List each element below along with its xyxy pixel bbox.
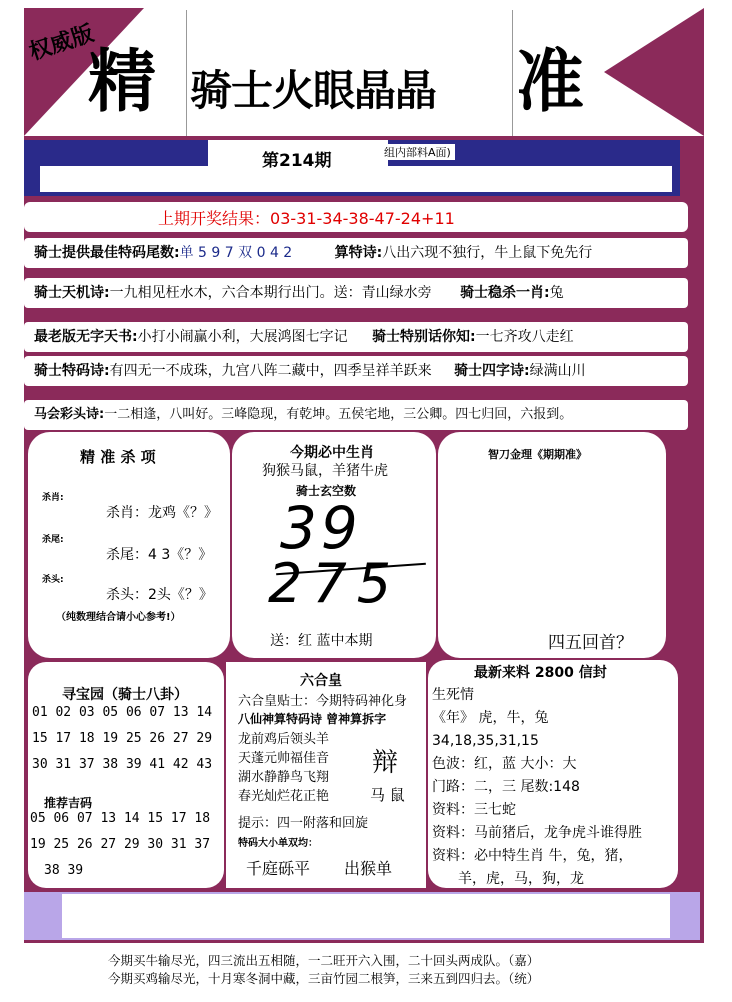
- number-cell: 30: [147, 837, 164, 852]
- line1-label2: 算特诗:: [334, 245, 383, 261]
- last-result-label: 上期开奖结果：: [158, 209, 271, 228]
- number-cell: 01: [32, 705, 48, 720]
- line1-value: 单 5 9 7 双 0 4 2: [179, 245, 293, 261]
- line2-value2: 兔: [549, 285, 564, 301]
- number-cell: 27: [172, 731, 189, 746]
- latest-line: 资料：马前猪后，龙争虎斗谁得胜: [432, 825, 642, 841]
- line4-value2: 绿满山川: [529, 363, 586, 379]
- number-cell: 07: [76, 811, 93, 826]
- number-cell: 30: [32, 757, 48, 772]
- recommend-row: [30, 858, 222, 884]
- poem-line: 天蓬元帅福佳音: [238, 751, 330, 766]
- number-cell: 31: [170, 837, 187, 852]
- number-cell: 29: [196, 731, 213, 746]
- number-cell: 15: [147, 811, 164, 826]
- wisdom-panel: [438, 432, 666, 658]
- footer-line1: 今期买牛输尽光，四三流出五相随，一二旺开六入围，二十回头两成队。（嘉）: [108, 953, 540, 968]
- number-cell: 37: [194, 837, 211, 852]
- number-cell: 25: [53, 837, 70, 852]
- number-cell: 05: [30, 811, 46, 826]
- number-cell: 26: [149, 731, 166, 746]
- header-right-triangle: [604, 8, 704, 136]
- liuhe-phrase1: 千庭砾平: [246, 859, 311, 878]
- treasure-title: 寻宝园（骑士八卦）: [62, 687, 188, 703]
- number-cell: 06: [53, 811, 70, 826]
- number-cell: 18: [194, 811, 211, 826]
- liuhe-line1: 六合皇贴士：今期特码神化身: [238, 694, 408, 709]
- title-divider-left: [186, 10, 187, 136]
- last-result-text: [158, 206, 455, 229]
- must-win-subtitle: 骑士玄空数: [296, 484, 357, 498]
- kill-tail-tag: 杀尾:: [42, 535, 64, 545]
- liuhe-hint: 提示：四一附落和回旋: [238, 816, 369, 831]
- number-cell: 13: [172, 705, 189, 720]
- number-cell: 27: [100, 837, 117, 852]
- kill-head-tag: 杀头:: [42, 575, 64, 585]
- must-win-title: 今期必中生肖: [290, 445, 374, 461]
- number-cell: 38: [44, 863, 60, 878]
- title-divider-right: [512, 10, 513, 136]
- number-cell: 29: [123, 837, 140, 852]
- line1-value2: 八出六现不独行，牛上鼠下免先行: [382, 245, 593, 261]
- number-cell: 39: [67, 863, 84, 878]
- line2-value: 一九相见枉水木，六合本期行出门。送：青山绿水旁: [109, 285, 432, 301]
- number-cell: 13: [100, 811, 117, 826]
- recommend-row: [30, 806, 222, 832]
- issue-number: 第214期: [262, 151, 332, 171]
- liuhe-horse-rat: 马 鼠: [370, 786, 405, 804]
- number-cell: 15: [32, 731, 48, 746]
- handwritten-top: 39: [280, 494, 362, 562]
- line-tail-numbers: [24, 238, 688, 268]
- line-heaven-poem: [24, 278, 688, 308]
- kill-tail-value: 杀尾：4 3《？》: [106, 547, 213, 563]
- liuhe-line2: 八仙神算特码诗 曾神算拆字: [238, 712, 387, 726]
- number-cell: 41: [149, 757, 166, 772]
- number-cell: 42: [172, 757, 189, 772]
- line3-label: 最老版无字天书:: [34, 329, 138, 345]
- treasure-row: [32, 726, 222, 752]
- wisdom-answer: 四五回首？: [548, 633, 633, 653]
- bottom-strip: [62, 894, 670, 938]
- footer-line2: 今期买鸡输尽光，十月寒冬洞中藏，三亩竹园二根笋，三来五到四归去。（统）: [108, 971, 540, 986]
- liuhe-big-char: 辩: [372, 748, 399, 778]
- line2-label2: 骑士稳杀一肖:: [460, 285, 550, 301]
- treasure-row: [32, 752, 222, 778]
- number-cell: 19: [102, 731, 119, 746]
- main-title: 骑士火眼晶晶: [190, 66, 437, 115]
- number-cell: 14: [196, 705, 213, 720]
- latest-line: 色波：红，蓝 大小：大: [432, 756, 577, 772]
- recommend-row: [30, 832, 222, 858]
- handwritten-bottom: 275: [268, 552, 402, 615]
- latest-title: 最新来料 2800 信封: [474, 665, 607, 681]
- line-heaven-book: [24, 322, 688, 352]
- latest-line: 羊，虎，马，狗，龙: [458, 871, 584, 887]
- line-special-poem: [24, 356, 688, 386]
- line3-value: 小打小闹赢小利，大展鸿图七字记: [137, 329, 348, 345]
- latest-line: 资料：三七蛇: [432, 802, 516, 818]
- latest-line: 《年》 虎，牛，兔: [432, 710, 549, 726]
- number-cell: 26: [76, 837, 93, 852]
- number-cell: 05: [102, 705, 119, 720]
- poem-line: 春光灿烂花正艳: [238, 789, 330, 804]
- number-cell: 19: [30, 837, 46, 852]
- poem-line: 龙前鸡后领头羊: [238, 732, 330, 747]
- latest-lines: [432, 684, 642, 891]
- number-cell: 25: [125, 731, 142, 746]
- title-char-left: 精: [88, 42, 157, 122]
- kill-note: （纯数理结合请小心参考!）: [56, 612, 181, 623]
- kill-zodiac-value: 杀肖：龙鸡《？》: [106, 505, 218, 521]
- line4-label2: 骑士四字诗:: [454, 363, 530, 379]
- latest-line: 门路：二，三 尾数:148: [432, 779, 580, 795]
- number-cell: 17: [170, 811, 187, 826]
- number-cell: 02: [55, 705, 72, 720]
- number-cell: 14: [123, 811, 140, 826]
- liuhe-size-label: 特码大小单双均：: [238, 838, 318, 849]
- number-cell: 43: [196, 757, 213, 772]
- line2-label: 骑士天机诗:: [34, 285, 110, 301]
- kill-head-value: 杀头：2头《？》: [106, 587, 213, 603]
- line4-value: 有四无一不成珠，九宫八阵二藏中，四季呈祥羊跃来: [109, 363, 432, 379]
- number-cell: 06: [125, 705, 142, 720]
- number-cell: 39: [125, 757, 142, 772]
- treasure-row: [32, 700, 222, 726]
- must-win-animals: 狗猴马鼠，羊猪牛虎: [262, 463, 388, 479]
- liuhe-poem: [238, 730, 329, 806]
- kill-title: 精 准 杀 项: [80, 448, 156, 466]
- issue-fragment: 组内部料A面): [380, 144, 455, 160]
- latest-line: 34,18,35,31,15: [432, 733, 539, 749]
- wisdom-title: 智刀金理《期期准》: [488, 448, 587, 461]
- number-cell: 03: [78, 705, 95, 720]
- line1-label: 骑士提供最佳特码尾数:: [34, 245, 180, 261]
- number-cell: 37: [78, 757, 95, 772]
- recommend-title: 推荐吉码: [44, 796, 93, 810]
- poem-line: 湖水静静鸟飞翔: [238, 770, 330, 785]
- line4-label: 骑士特码诗:: [34, 363, 110, 379]
- treasure-grid: [32, 700, 222, 778]
- latest-line: 生死情: [432, 687, 474, 703]
- number-cell: 18: [78, 731, 95, 746]
- line5-label: 马会彩头诗:: [34, 407, 105, 422]
- number-cell: 31: [55, 757, 72, 772]
- must-win-send: 送：红 蓝中本期: [270, 633, 373, 649]
- liuhe-phrase2: 出猴单: [344, 859, 393, 878]
- line-lucky-poem: [24, 400, 688, 430]
- line3-value2: 一七齐攻八走红: [475, 329, 574, 345]
- liuhe-title: 六合皇: [300, 673, 342, 689]
- edition-label: 权威版: [26, 20, 97, 66]
- last-result-numbers: 03-31-34-38-47-24+11: [270, 209, 455, 228]
- kill-zodiac-tag: 杀肖:: [42, 493, 64, 503]
- line3-label2: 骑士特别话你知:: [372, 329, 476, 345]
- latest-line: 资料：必中特生肖 牛，兔，猪，: [432, 848, 633, 864]
- number-cell: 17: [55, 731, 72, 746]
- title-char-right: 准: [516, 42, 585, 122]
- line5-value: 一二相逢，八叫好。三峰隐现，有乾坤。五侯宅地，三公卿。四七归回，六报到。: [104, 407, 573, 422]
- number-cell: 07: [149, 705, 166, 720]
- number-cell: 38: [102, 757, 119, 772]
- recommend-grid: [30, 806, 222, 884]
